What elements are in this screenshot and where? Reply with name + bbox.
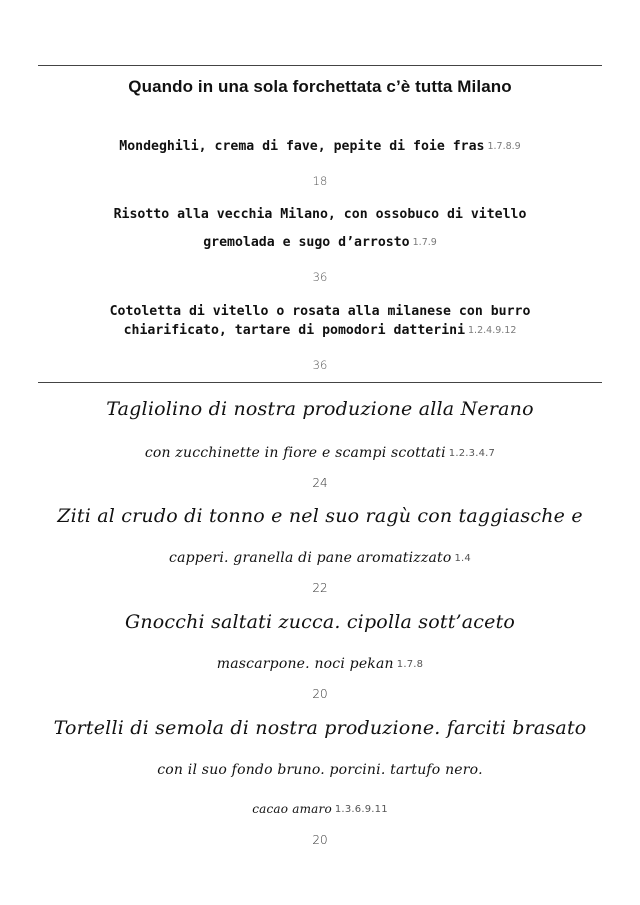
dish-6-line-2: mascarpone. noci pekan 1.7.8 [216,656,424,672]
dish-4-line-2: con zucchinette in fiore e scampi scottati 1.2.3.4.7 [144,445,496,461]
dish-6-price: 20 [312,687,328,701]
dish-1-allergens: 1.7.8.9 [487,141,521,152]
dish-2-line-2: gremolada e sugo d’arrosto 1.7.9 [203,235,437,250]
dish-2-price: 36 [312,270,328,284]
dish-4-allergens: 1.2.3.4.7 [448,448,496,459]
dish-2-allergens: 1.7.9 [412,237,437,248]
dish-3-allergens: 1.2.4.9.12 [468,325,517,336]
dish-5-allergens: 1.4 [454,553,471,564]
dish-7-line-1: Tortelli di semola di nostra produzione. farciti brasato [53,717,587,739]
dish-7-line-2: con il suo fondo bruno. porcini. tartufo nero. [157,762,483,778]
dish-2-line-1: Risotto alla vecchia Milano, con ossobuco di vitello [113,207,527,222]
middle-divider [38,382,602,383]
dish-4-line-1: Tagliolino di nostra produzione alla Nerano [106,398,534,420]
section-title: Quando in una sola forchettata c’è tutta Milano [128,77,512,96]
dish-5-price: 22 [312,581,328,595]
dish-3-price: 36 [312,358,328,372]
dish-1-line-1: Mondeghili, crema di fave, pepite di foie fras 1.7.8.9 [119,139,521,154]
dish-6-line-1: Gnocchi saltati zucca. cipolla sott’aceto [124,611,516,633]
dish-7-line-3: cacao amaro 1.3.6.9.11 [252,802,388,816]
dish-1-price: 18 [312,174,328,188]
dish-6-allergens: 1.7.8 [396,659,424,670]
dish-5-line-2: capperi. granella di pane aromatizzato 1.4 [169,550,471,566]
dish-3-line-2: chiarificato, tartare di pomodori datterini 1.2.4.9.12 [123,323,517,338]
dish-7-allergens: 1.3.6.9.11 [334,804,388,815]
dish-5-line-1: Ziti al crudo di tonno e nel suo ragù con taggiasche e [57,505,583,527]
dish-3-line-1: Cotoletta di vitello o rosata alla milanese con burro [109,304,531,319]
top-divider [38,65,602,66]
dish-7-price: 20 [312,833,328,847]
dish-4-price: 24 [312,476,328,490]
